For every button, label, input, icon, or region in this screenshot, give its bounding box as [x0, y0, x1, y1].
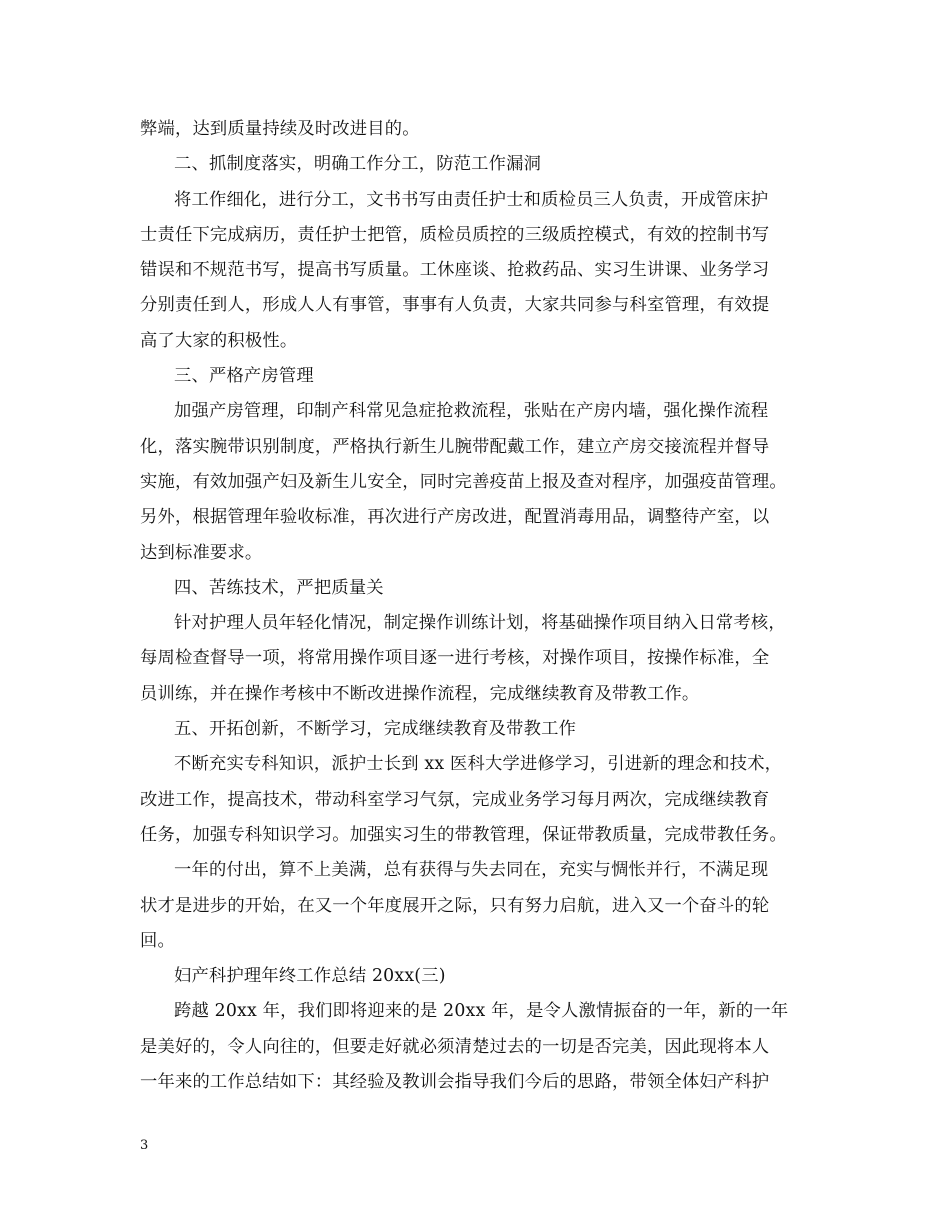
text-line: 弊端，达到质量持续及时改进目的。	[140, 119, 420, 139]
page-number: 3	[140, 1138, 149, 1153]
text-line: 改进工作，提高技术，带动科室学习气氛，完成业务学习每月两次，完成继续教育	[140, 789, 770, 810]
text-line: 实施，有效加强产妇及新生儿安全，同时完善疫苗上报及查对程序，加强疫苗管理。	[140, 471, 787, 492]
text-line: 状才是进步的开始，在又一个年度展开之际，只有努力启航，进入又一个奋斗的轮	[140, 895, 770, 916]
section-heading: 四、苦练技术，严把质量关	[174, 577, 384, 598]
document-body	[140, 112, 825, 1100]
text-line: 达到标准要求。	[140, 542, 263, 563]
section-heading: 三、严格产房管理	[174, 366, 314, 387]
section-heading: 五、开拓创新，不断学习，完成继续教育及带教工作	[174, 719, 577, 740]
text-line: 回。	[140, 930, 175, 951]
text-line: 针对护理人员年轻化情况，制定操作训练计划，将基础操作项目纳入日常考核，	[174, 613, 786, 634]
text-line: 一年来的工作总结如下：其经验及教训会指导我们今后的思路，带领全体妇产科护	[140, 1072, 770, 1093]
text-line: 另外，根据管理年验收标准，再次进行产房改进，配置消毒用品，调整待产室，以	[140, 507, 770, 528]
text-line: 不断充实专科知识，派护士长到 xx 医科大学进修学习，引进新的理念和技术，	[174, 754, 783, 775]
text-line: 加强产房管理，印制产科常见急症抢救流程，张贴在产房内墙，强化操作流程	[174, 401, 769, 422]
text-line: 分别责任到人，形成人人有事管，事事有人负责，大家共同参与科室管理，有效提	[140, 295, 770, 316]
text-line: 是美好的，令人向往的，但要走好就必须清楚过去的一切是否完美，因此现将本人	[140, 1036, 770, 1057]
text-line: 高了大家的积极性。	[140, 330, 298, 351]
text-line: 士责任下完成病历，责任护士把管，质检员质控的三级质控模式，有效的控制书写	[140, 224, 770, 245]
text-line: 错误和不规范书写，提高书写质量。工休座谈、抢救药品、实习生讲课、业务学习	[140, 260, 770, 281]
text-line: 任务，加强专科知识学习。加强实习生的带教管理，保证带教质量，完成带教任务。	[140, 824, 787, 845]
section-heading: 妇产科护理年终工作总结 20xx(三)	[174, 966, 446, 987]
text-line: 将工作细化，进行分工，文书书写由责任护士和质检员三人负责，开成管床护	[174, 189, 769, 210]
text-line: 跨越 20xx 年，我们即将迎来的是 20xx 年，是令人激情振奋的一年，新的一年	[174, 1001, 789, 1022]
text-line: 每周检查督导一项，将常用操作项目逐一进行考核，对操作项目，按操作标准，全	[140, 648, 770, 669]
text-line: 化，落实腕带识别制度，严格执行新生儿腕带配戴工作，建立产房交接流程并督导	[140, 436, 770, 457]
text-line: 员训练，并在操作考核中不断改进操作流程，完成继续教育及带教工作。	[140, 683, 700, 704]
section-heading: 二、抓制度落实，明确工作分工，防范工作漏洞	[174, 154, 542, 175]
text-line: 一年的付出，算不上美满，总有获得与失去同在，充实与惆怅并行，不满足现	[174, 860, 769, 881]
